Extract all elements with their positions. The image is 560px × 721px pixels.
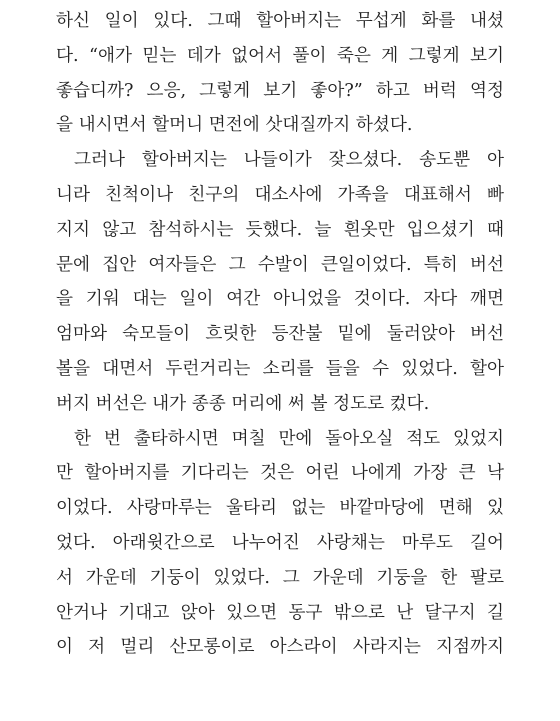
text-line: 만 할아버지를 기다리는 것은 어린 나에게 가장 큰 낙 [56,463,504,484]
text-line: 니라 친척이나 친구의 대소사에 가족을 대표해서 빠 [56,184,504,205]
text-line: 하신 일이 있다. 그때 할아버지는 무섭게 화를 내셨 [56,11,504,31]
text-line: 버지 버선은 내가 종종 머리에 써 볼 정도로 컸다. [56,393,430,414]
text-line: 볼을 대면서 두런거리는 소리를 들을 수 있었다. 할아 [56,358,504,379]
text-line: 다. “애가 믿는 데가 없어서 풀이 죽은 게 그렇게 보기 [56,45,504,66]
text-line: 문에 집안 여자들은 그 수발이 큰일이었다. 특히 버선 [56,254,504,275]
text-line: 었다. 아래윗간으로 나누어진 사랑채는 마루도 길어 [56,532,504,553]
text-line: 을 기워 대는 일이 여간 아니었을 것이다. 자다 깨면 [56,289,504,310]
text-line: 을 내시면서 할머니 면전에 삿대질까지 하셨다. [56,115,413,136]
text-line: 한 번 출타하시면 며칠 만에 돌아오실 적도 있었지 [74,428,504,449]
text-line: 좋습디까? 으응, 그렇게 보기 좋아?” 하고 버럭 역정 [56,80,504,101]
text-line: 이었다. 사랑마루는 울타리 없는 바깥마당에 면해 있 [56,498,504,519]
text-line: 안거나 기대고 앉아 있으면 동구 밖으로 난 달구지 길 [56,602,504,623]
text-line: 이 저 멀리 산모롱이로 아스라이 사라지는 지점까지 [56,637,504,658]
body-text [56,4,504,665]
text-line: 엄마와 숙모들이 흐릿한 등잔불 밑에 둘러앉아 버선 [56,324,504,345]
text-line: 지지 않고 참석하시는 듯했다. 늘 흰옷만 입으셨기 때 [56,219,504,240]
text-line: 그러나 할아버지는 나들이가 잦으셨다. 송도뿐 아 [74,150,504,171]
text-line: 서 가운데 기둥이 있었다. 그 가운데 기둥을 한 팔로 [56,567,504,588]
